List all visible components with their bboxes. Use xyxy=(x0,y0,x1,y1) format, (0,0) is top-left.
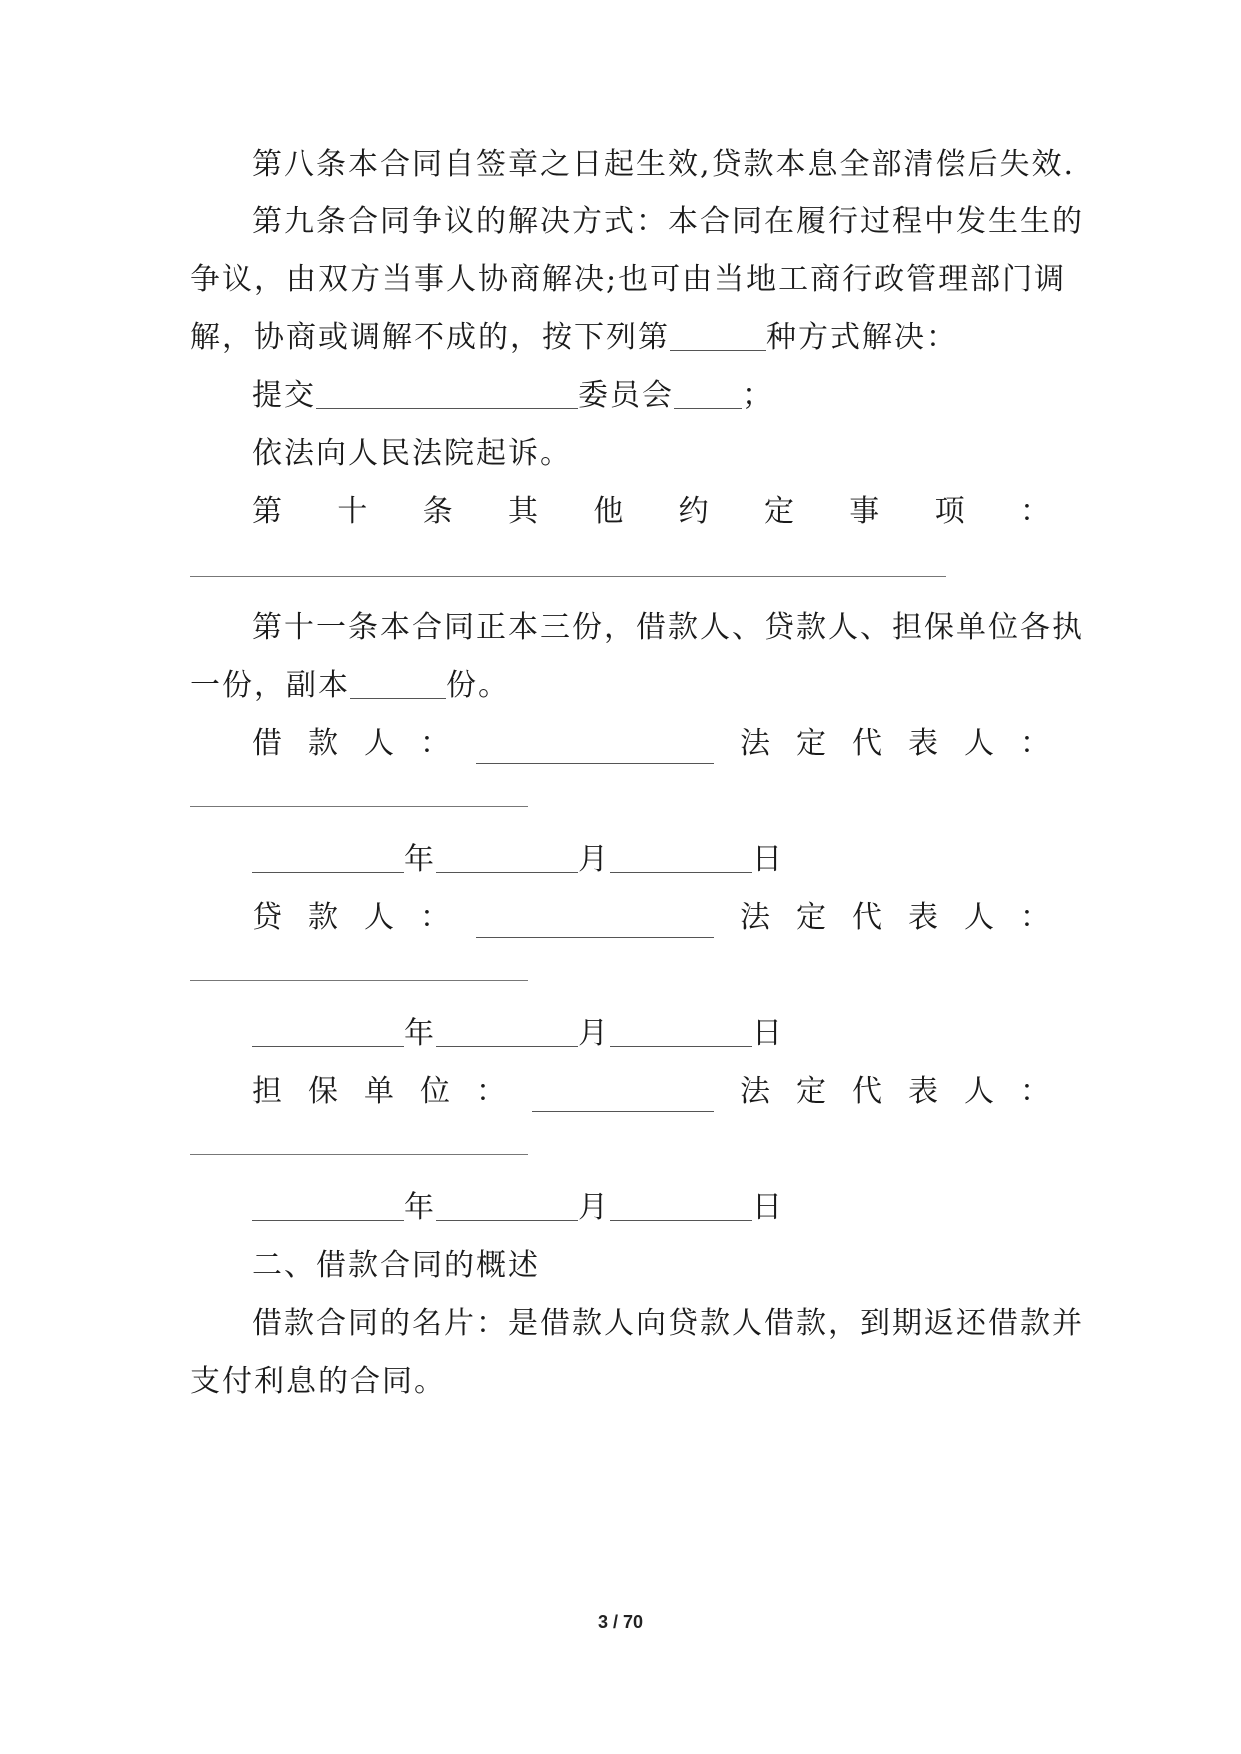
article-11-line-1: 第十一条本合同正本三份，借款人、贷款人、担保单位各执 xyxy=(252,610,1084,645)
borrower-signature-line xyxy=(252,724,1050,764)
article-10-blank-line xyxy=(190,576,946,577)
lender-legal-rep-label: 法 定 代 表 人 ： xyxy=(740,900,1050,935)
guarantor-label: 担 保 单 位 ： xyxy=(252,1074,506,1109)
month-blank xyxy=(436,1016,578,1047)
year-blank xyxy=(252,842,404,873)
article-10-char: 其 xyxy=(507,494,538,529)
committee-label: 委员会 xyxy=(578,378,674,413)
submit-end: ； xyxy=(742,378,774,413)
month-blank xyxy=(436,842,578,873)
article-10 xyxy=(252,492,1050,532)
definition-line-2: 支付利息的合同。 xyxy=(190,1364,446,1399)
day-label: 日 xyxy=(752,1016,784,1051)
year-label: 年 xyxy=(404,1190,436,1225)
definition-line-1: 借款合同的名片：是借款人向贷款人借款，到期返还借款并 xyxy=(252,1306,1084,1341)
day-label: 日 xyxy=(752,842,784,877)
article-8: 第八条本合同自签章之日起生效,贷款本息全部清偿后失效. xyxy=(252,147,1076,182)
copies-blank xyxy=(350,668,446,699)
lender-label: 贷 款 人 ： xyxy=(252,900,450,935)
borrower-date-line xyxy=(252,840,1050,880)
article-10-char: 事 xyxy=(849,494,880,529)
submit-line xyxy=(252,376,1050,416)
borrower-legal-rep-blank xyxy=(190,806,528,807)
article-9-line-3 xyxy=(190,318,1050,358)
guarantor-signature-line xyxy=(252,1072,1050,1112)
article-9-line-3-end: 种方式解决： xyxy=(766,320,958,355)
guarantor-name-blank xyxy=(532,1081,714,1112)
article-9-line-3-text: 解，协商或调解不成的，按下列第 xyxy=(190,320,670,355)
month-label: 月 xyxy=(578,1190,610,1225)
method-number-blank xyxy=(670,320,766,351)
year-label: 年 xyxy=(404,842,436,877)
sue-line: 依法向人民法院起诉。 xyxy=(252,436,572,471)
section-2-title: 二、借款合同的概述 xyxy=(252,1248,540,1283)
guarantor-date-line xyxy=(252,1188,1050,1228)
lender-legal-rep-blank xyxy=(190,980,528,981)
committee-blank xyxy=(674,378,742,409)
article-10-char: 他 xyxy=(593,494,624,529)
submit-label: 提交 xyxy=(252,378,316,413)
month-blank xyxy=(436,1190,578,1221)
article-9-line-2: 争议，由双方当事人协商解决;也可由当地工商行政管理部门调 xyxy=(190,262,1067,297)
day-blank xyxy=(610,1190,752,1221)
article-10-char: 条 xyxy=(422,494,453,529)
article-11-line-2 xyxy=(190,666,1050,706)
guarantor-legal-rep-blank xyxy=(190,1154,528,1155)
borrower-name-blank xyxy=(476,733,714,764)
year-blank xyxy=(252,1016,404,1047)
borrower-legal-rep-label: 法 定 代 表 人 ： xyxy=(740,726,1050,761)
year-label: 年 xyxy=(404,1016,436,1051)
month-label: 月 xyxy=(578,1016,610,1051)
day-blank xyxy=(610,1016,752,1047)
lender-date-line xyxy=(252,1014,1050,1054)
article-10-char: ： xyxy=(1019,494,1050,529)
arbitration-blank xyxy=(316,378,578,409)
article-10-char: 定 xyxy=(763,494,794,529)
lender-signature-line xyxy=(252,898,1050,938)
year-blank xyxy=(252,1190,404,1221)
article-10-char: 项 xyxy=(934,494,965,529)
day-label: 日 xyxy=(752,1190,784,1225)
article-9-line-1: 第九条合同争议的解决方式：本合同在履行过程中发生生的 xyxy=(252,204,1084,239)
lender-name-blank xyxy=(476,907,714,938)
guarantor-legal-rep-label: 法 定 代 表 人 ： xyxy=(740,1074,1050,1109)
article-10-char: 约 xyxy=(678,494,709,529)
article-10-char: 十 xyxy=(337,494,368,529)
article-11-copies-text: 一份，副本 xyxy=(190,668,350,703)
article-10-char: 第 xyxy=(252,494,282,529)
day-blank xyxy=(610,842,752,873)
page-number: 3 / 70 xyxy=(597,1612,644,1632)
month-label: 月 xyxy=(578,842,610,877)
article-11-copies-end: 份。 xyxy=(446,668,510,703)
borrower-label: 借 款 人 ： xyxy=(252,726,450,761)
